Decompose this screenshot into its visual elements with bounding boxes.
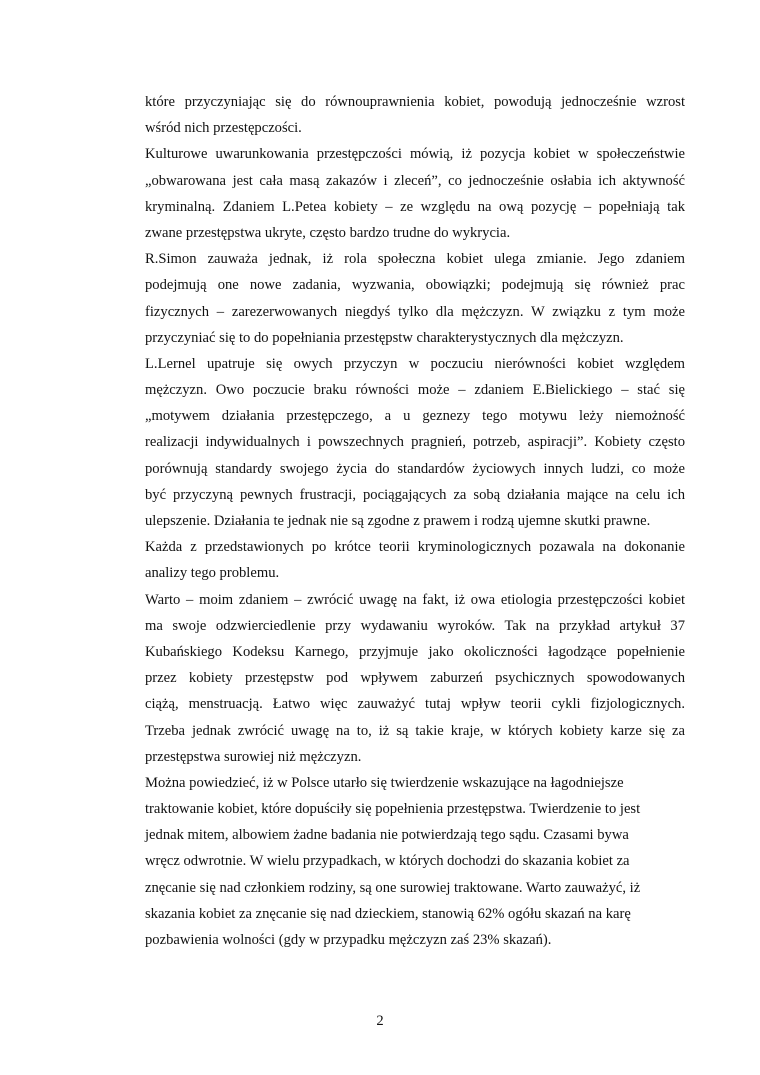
text-line: wśród nich przestępczości. [145,120,302,137]
text-line: pozbawienia wolności (gdy w przypadku mężczyzn zaś 23% skazań). [145,932,552,948]
text-line: R.Simon zauważa jednak, iż rola społeczna kobiet ulega zmianie. Jego zdaniem [145,251,685,268]
text-line: przestępstwa surowiej niż mężczyzn. [145,748,362,765]
text-line: Kubańskiego Kodeksu Karnego, przyjmuje jako okoliczności łagodzące popełnienie [145,643,685,660]
text-line: analizy tego problemu. [145,565,280,582]
text-line: być przyczyną pewnych frustracji, pociągających za sobą działania mające na celu ich [145,486,685,503]
text-line: znęcanie się nad członkiem rodziny, są one surowiej traktowane. Warto zauważyć, iż [145,879,641,896]
text-line: Warto – moim zdaniem – zwrócić uwagę na fakt, iż owa etiologia przestępczości kobiet [145,591,685,608]
body-text [145,89,685,953]
text-line: jednak mitem, albowiem żadne badania nie potwierdzają tego sądu. Czasami bywa [145,827,629,844]
text-line: „motywem działania przestępczego, a u geznezy tego motywu leży niemożność [145,408,685,425]
text-line: Każda z przedstawionych po krótce teorii kryminologicznych pozawala na dokonanie [145,539,685,556]
text-line: realizacji indywidualnych i powszechnych pragnień, potrzeb, aspiracji”. Kobiety często [145,434,685,451]
page-number: 2 [376,1013,384,1029]
text-line: ciążą, menstruacją. Łatwo więc zauważyć tutaj wpływ teorii cykli fizjologicznych. [145,696,685,713]
text-line: traktowanie kobiet, które dopuściły się popełnienia przestępstwa. Twierdzenie to jest [145,801,641,818]
text-line: które przyczyniając się do równouprawnienia kobiet, powodują jednocześnie wzrost [145,94,685,110]
text-line: fizycznych – zarezerwowanych niegdyś tylko dla mężczyzn. W związku z tym może [145,303,685,320]
text-line: kryminalną. Zdaniem L.Petea kobiety – ze względu na ową pozycję – popełniają tak [145,198,685,215]
text-line: ma swoje odzwierciedlenie przy wydawaniu wyroków. Tak na przykład artykuł 37 [145,617,685,634]
text-line: wręcz odwrotnie. W wielu przypadkach, w których dochodzi do skazania kobiet za [145,853,630,870]
text-line: Kulturowe uwarunkowania przestępczości mówią, iż pozycja kobiet w społeczeństwie [145,146,685,163]
text-line: „obwarowana jest cała masą zakazów i zleceń”, co jednocześnie osłabia ich aktywność [145,172,685,189]
text-line: Można powiedzieć, iż w Polsce utarło się twierdzenie wskazujące na łagodniejsze [145,774,624,791]
text-line: L.Lernel upatruje się owych przyczyn w poczuciu nierówności kobiet względem [145,355,685,372]
text-line: zwane przestępstwa ukryte, często bardzo trudne do wykrycia. [145,224,511,241]
text-line: mężczyzn. Owo poczucie braku równości może – zdaniem E.Bielickiego – stać się [145,382,685,399]
text-line: ulepszenie. Działania te jednak nie są zgodne z prawem i rodzą ujemne skutki prawne. [145,513,651,529]
text-line: przyczyniać się to do popełniania przestępstw charakterystycznych dla mężczyzn. [145,329,624,346]
text-line: skazania kobiet za znęcanie się nad dzieckiem, stanowią 62% ogółu skazań na karę [145,905,631,922]
text-line: porównują standardy swojego życia do standardów życiowych innych ludzi, co może [145,460,685,477]
text-line: Trzeba jednak zwrócić uwagę na to, iż są takie kraje, w których kobiety karze się za [145,722,685,739]
text-line: podejmują one nowe zadania, wyzwania, obowiązki; podejmują się również prac [145,277,685,294]
text-line: przez kobiety przestępstw pod wpływem zaburzeń psychicznych spowodowanych [145,670,685,687]
